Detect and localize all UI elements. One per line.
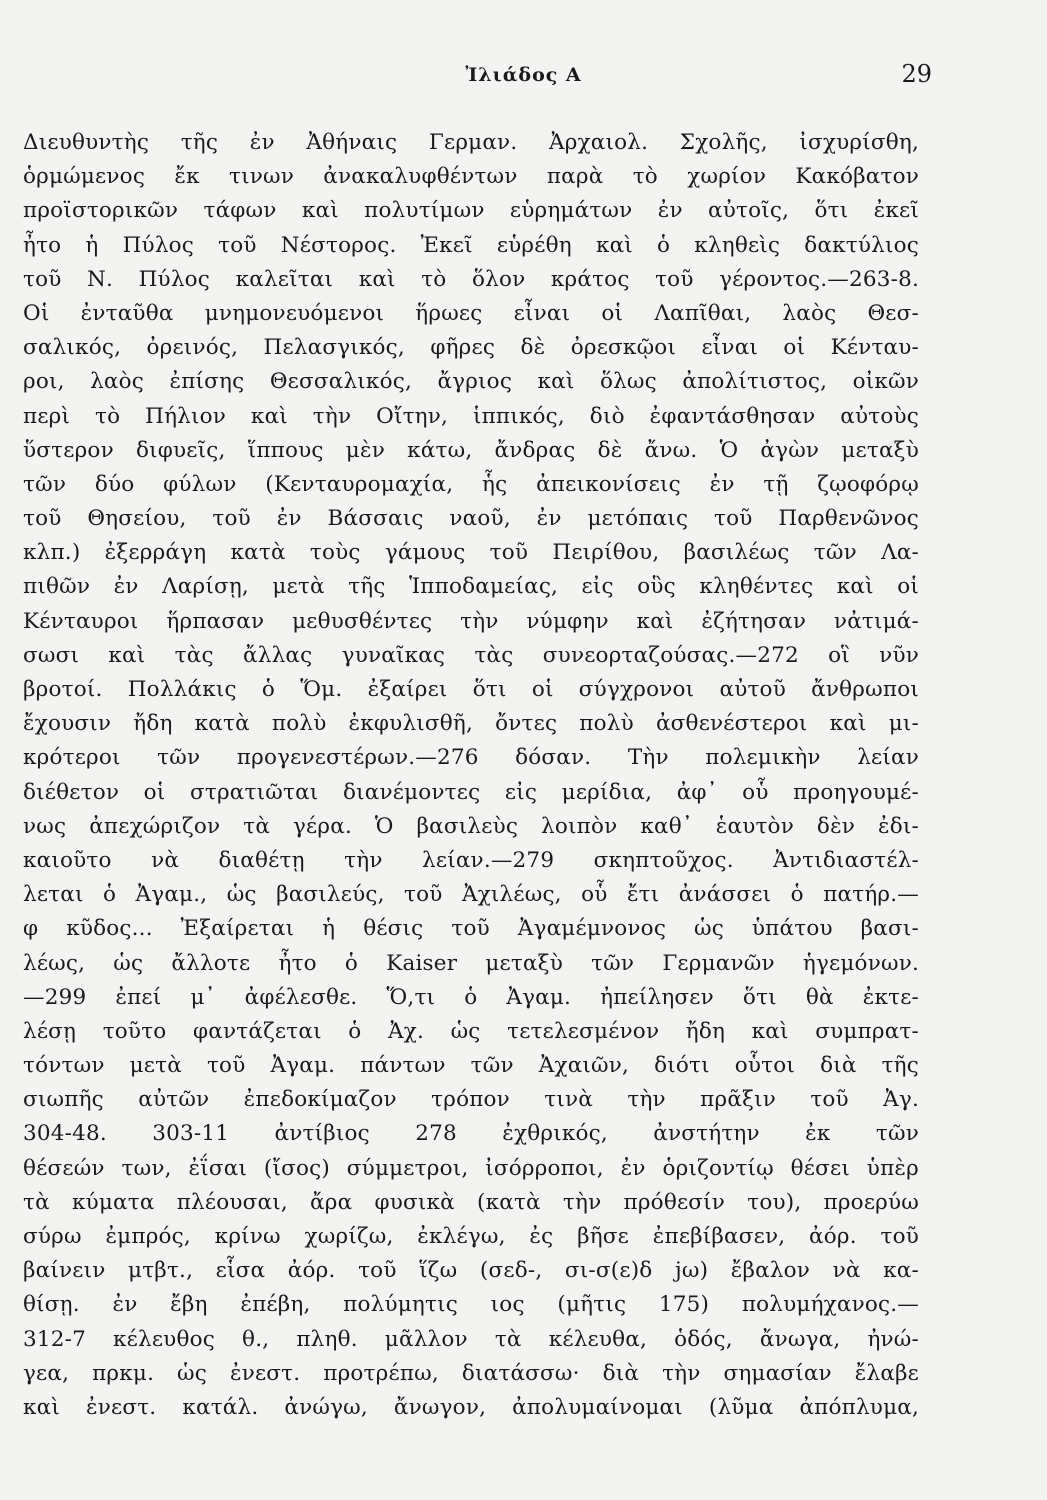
text-line: νως ἀπεχώριζον τὰ γέρα. Ὁ βασιλεὺς λοιπὸν καθ᾽ ἑαυτὸν δὲν ἐδι-	[23, 813, 919, 839]
text-line: ἦτο ἡ Πύλος τοῦ Νέστορος. Ἐκεῖ εὑρέθη καὶ ὁ κληθεὶς δακτύλιος	[23, 232, 919, 258]
text-line: Διευθυντὴς τῆς ἐν Ἀθήναις Γερμαν. Ἀρχαιολ. Σχολῆς, ἰσχυρίσθη,	[23, 130, 919, 155]
text-line: σιωπῆς αὐτῶν ἐπεδοκίμαζον τρόπον τινὰ τὴν πρᾶξιν τοῦ Ἀγ.	[23, 1087, 919, 1113]
text-line: βαίνειν μτβτ., εἷσα ἀόρ. τοῦ ἵζω (σεδ-, σι-σ(ε)δ jω) ἔβαλον νὰ κα-	[23, 1258, 919, 1284]
text-line: τόντων μετὰ τοῦ Ἀγαμ. πάντων τῶν Ἀχαιῶν, διότι οὗτοι διὰ τῆς	[23, 1053, 919, 1079]
text-line: ὕστερον διφυεῖς, ἵππους μὲν κάτω, ἄνδρας δὲ ἄνω. Ὁ ἀγὼν μεταξὺ	[23, 437, 919, 463]
text-line: λέως, ὡς ἄλλοτε ἦτο ὁ Kaiser μεταξὺ τῶν Γερμανῶν ἡγεμόνων.	[23, 950, 919, 976]
text-line: θέσεών των, ἐΐσαι (ἴσος) σύμμετροι, ἰσόρροποι, ἐν ὁριζοντίῳ θέσει ὑπὲρ	[23, 1155, 919, 1181]
running-title: Ἰλιάδος Α	[465, 64, 582, 86]
text-line: Κένταυροι ἥρπασαν μεθυσθέντες τὴν νύμφην καὶ ἐζήτησαν νἀτιμά-	[23, 608, 919, 634]
text-line: προϊστορικῶν τάφων καὶ πολυτίμων εὑρημάτων ἐν αὐτοῖς, ὅτι ἐκεῖ	[23, 198, 919, 224]
text-line: τὰ κύματα πλέουσαι, ἄρα φυσικὰ (κατὰ τὴν πρόθεσίν του), προερύω	[23, 1189, 919, 1215]
text-line: θίσῃ. ἐν ἔβη ἐπέβη, πολύμητις ιος (μῆτις 175) πολυμήχανος.—	[23, 1292, 919, 1318]
text-line: ἔχουσιν ἤδη κατὰ πολὺ ἐκφυλισθῆ, ὄντες πολὺ ἀσθενέστεροι καὶ μι-	[23, 711, 919, 737]
text-line: περὶ τὸ Πήλιον καὶ τὴν Οἴτην, ἱππικός, διὸ ἐφαντάσθησαν αὐτοὺς	[23, 403, 919, 429]
text-line: 312-7 κέλευθος θ., πληθ. μᾶλλον τὰ κέλευθα, ὁδός, ἄνωγα, ἠνώ-	[23, 1326, 919, 1352]
text-line: ροι, λαὸς ἐπίσης Θεσσαλικός, ἄγριος καὶ ὅλως ἀπολίτιστος, οἰκῶν	[23, 369, 919, 395]
text-line: καὶ ἐνεστ. κατάλ. ἀνώγω, ἄνωγον, ἀπολυμαίνομαι (λῦμα ἀπόπλυμα,	[23, 1394, 919, 1420]
text-line: πιθῶν ἐν Λαρίσῃ, μετὰ τῆς Ἱπποδαμείας, εἰς οὓς κληθέντες καὶ οἱ	[23, 574, 919, 600]
commentary-text	[23, 126, 919, 1425]
text-line: γεα, πρκμ. ὡς ἐνεστ. προτρέπω, διατάσσω· διὰ τὴν σημασίαν ἔλαβε	[23, 1360, 919, 1386]
running-head	[0, 60, 1047, 92]
text-line: φ κῦδος... Ἐξαίρεται ἡ θέσις τοῦ Ἀγαμέμνονος ὡς ὑπάτου βασι-	[23, 916, 919, 942]
text-line: Οἱ ἐνταῦθα μνημονευόμενοι ἥρωες εἶναι οἱ Λαπῖθαι, λαὸς Θεσ-	[23, 300, 919, 326]
text-line: ὁρμώμενος ἔκ τινων ἀνακαλυφθέντων παρὰ τὸ χωρίον Κακόβατον	[23, 164, 919, 190]
text-line: 304-48. 303-11 ἀντίβιος 278 ἐχθρικός, ἀνστήτην ἐκ τῶν	[23, 1121, 919, 1147]
text-line: διέθετον οἱ στρατιῶται διανέμοντες εἰς μερίδια, ἀφ᾽ οὗ προηγουμέ-	[23, 779, 919, 805]
text-line: λέσῃ τοῦτο φαντάζεται ὁ Ἀχ. ὡς τετελεσμένον ἤδη καὶ συμπρατ-	[23, 1018, 919, 1044]
text-line: βροτοί. Πολλάκις ὁ Ὅμ. ἐξαίρει ὅτι οἱ σύγχρονοι αὐτοῦ ἄνθρωποι	[23, 677, 919, 702]
text-line: σαλικός, ὀρεινός, Πελασγικός, φῆρες δὲ ὀρεσκῷοι εἶναι οἱ Κένταυ-	[23, 335, 919, 361]
text-line: —299 ἐπεί μ᾽ ἀφέλεσθε. Ὅ,τι ὁ Ἀγαμ. ἠπείλησεν ὅτι θὰ ἐκτε-	[23, 984, 919, 1010]
text-line: σύρω ἐμπρός, κρίνω χωρίζω, ἐκλέγω, ἐς βῆσε ἐπεβίβασεν, ἀόρ. τοῦ	[23, 1224, 919, 1249]
text-line: λεται ὁ Ἀγαμ., ὡς βασιλεύς, τοῦ Ἀχιλέως, οὗ ἔτι ἀνάσσει ὁ πατήρ.—	[23, 882, 919, 908]
text-line: κρότεροι τῶν προγενεστέρων.—276 δόσαν. Τὴν πολεμικὴν λείαν	[23, 745, 919, 771]
text-line: τοῦ Θησείου, τοῦ ἐν Βάσσαις ναοῦ, ἐν μετόπαις τοῦ Παρθενῶνος	[23, 506, 919, 532]
text-line: τοῦ Ν. Πύλος καλεῖται καὶ τὸ ὅλον κράτος τοῦ γέροντος.—263-8.	[23, 266, 919, 292]
text-line: καιοῦτο νὰ διαθέτῃ τὴν λείαν.—279 σκηπτοῦχος. Ἀντιδιαστέλ-	[23, 847, 919, 873]
text-line: σωσι καὶ τὰς ἄλλας γυναῖκας τὰς συνεορταζούσας.—272 οἳ νῦν	[23, 642, 919, 668]
text-line: τῶν δύο φύλων (Κενταυρομαχία, ἧς ἀπεικονίσεις ἐν τῇ ζῳοφόρῳ	[23, 471, 919, 497]
page-number: 29	[901, 60, 932, 88]
text-line: κλπ.) ἐξερράγη κατὰ τοὺς γάμους τοῦ Πειρίθου, βασιλέως τῶν Λα-	[23, 540, 919, 566]
